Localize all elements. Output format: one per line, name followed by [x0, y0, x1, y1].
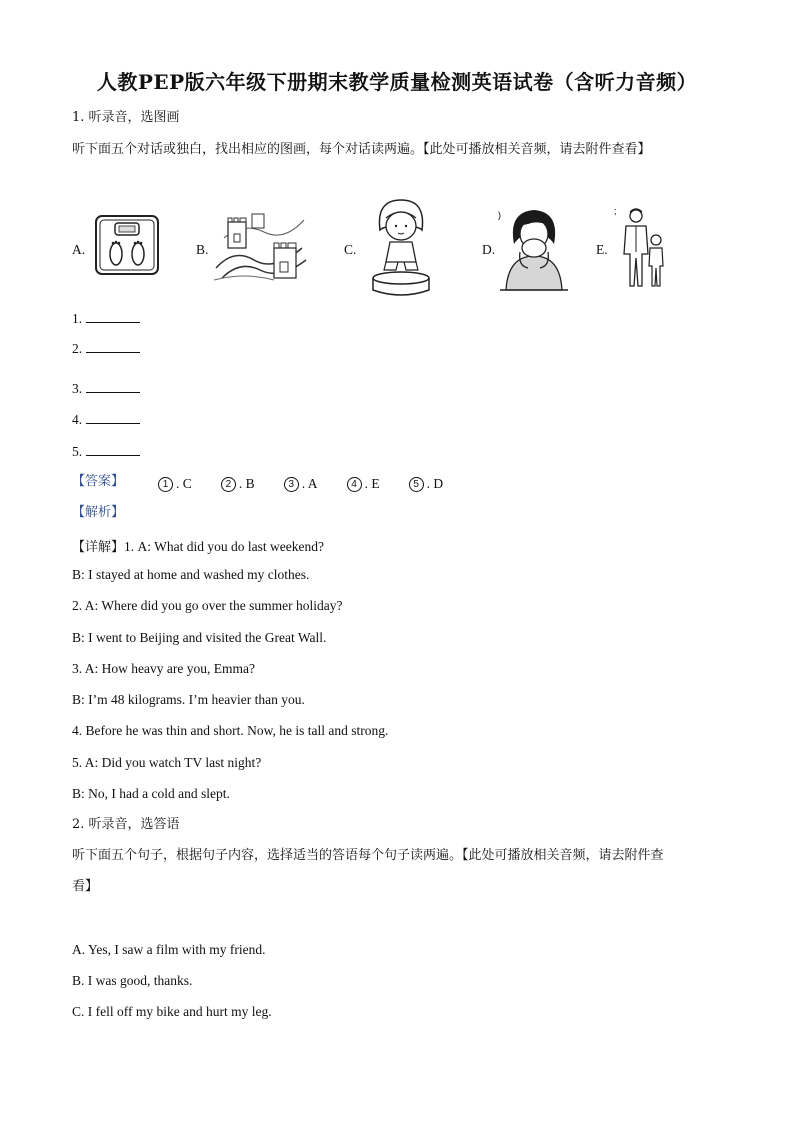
- q2-option-c: C. I fell off my bike and hurt my leg.: [72, 1004, 272, 1019]
- q1-heading: 1. 听录音，选图画: [72, 110, 180, 125]
- q2-heading: 2. 听录音，选答语: [72, 817, 180, 832]
- blank-3[interactable]: 3.: [72, 380, 140, 397]
- detail-line-1: 【详解】1. A: What did you do last weekend?: [72, 539, 324, 555]
- picture-label-c: C.: [344, 242, 357, 257]
- detail-line: 4. Before he was thin and short. Now, he is tall and strong.: [72, 723, 389, 738]
- picture-label-d: D.: [482, 242, 496, 257]
- picture-label-e: E.: [596, 242, 608, 257]
- q2-instruction-cont: 看】: [72, 879, 99, 894]
- answer-list: [158, 473, 467, 492]
- page-title: 人教PEP版六年级下册期末教学质量检测英语试卷（含听力音频）: [96, 70, 698, 94]
- answer-item: 5 . D: [409, 476, 444, 492]
- sneezing-woman-icon: [498, 204, 570, 296]
- detail-line: 5. A: Did you watch TV last night?: [72, 755, 262, 770]
- svg-text:;: ;: [614, 206, 617, 216]
- girl-on-scale-icon: [368, 196, 434, 302]
- blank-1[interactable]: 1.: [72, 310, 140, 327]
- q2-option-a: A. Yes, I saw a film with my friend.: [72, 942, 266, 957]
- detail-line: B: I stayed at home and washed my clothes.: [72, 567, 310, 582]
- bathroom-scale-icon: [94, 214, 160, 280]
- answer-item: 4 . E: [347, 476, 380, 492]
- man-and-boy-icon: [614, 206, 670, 292]
- q2-option-b: B. I was good, thanks.: [72, 973, 193, 988]
- q1-instruction: 听下面五个对话或独白，找出相应的图画，每个对话读两遍。【此处可播放相关音频，请去附件查看】: [72, 142, 651, 157]
- answer-item: 3 . A: [284, 476, 318, 492]
- q2-instruction: 听下面五个句子，根据句子内容，选择适当的答语每个句子读两遍。【此处可播放相关音频，请去附件查: [72, 848, 664, 863]
- great-wall-icon: [214, 208, 310, 288]
- blank-5[interactable]: 5.: [72, 443, 140, 460]
- detail-line: 3. A: How heavy are you, Emma?: [72, 661, 255, 676]
- detail-line: 2. A: Where did you go over the summer holiday?: [72, 598, 343, 613]
- detail-label: 【详解】: [72, 540, 125, 555]
- detail-line: B: I went to Beijing and visited the Great Wall.: [72, 630, 327, 645]
- picture-label-b: B.: [196, 242, 209, 257]
- answer-item: 1 . C: [158, 476, 192, 492]
- analysis-label: 【解析】: [72, 505, 125, 520]
- answer-label: 【答案】: [72, 474, 125, 489]
- picture-label-a: A.: [72, 242, 86, 257]
- blank-2[interactable]: 2.: [72, 340, 140, 357]
- detail-line: B: I’m 48 kilograms. I’m heavier than you.: [72, 692, 305, 707]
- detail-line: B: No, I had a cold and slept.: [72, 786, 230, 801]
- blank-4[interactable]: 4.: [72, 411, 140, 428]
- answer-item: 2 . B: [221, 476, 255, 492]
- svg-text:): ): [498, 210, 501, 220]
